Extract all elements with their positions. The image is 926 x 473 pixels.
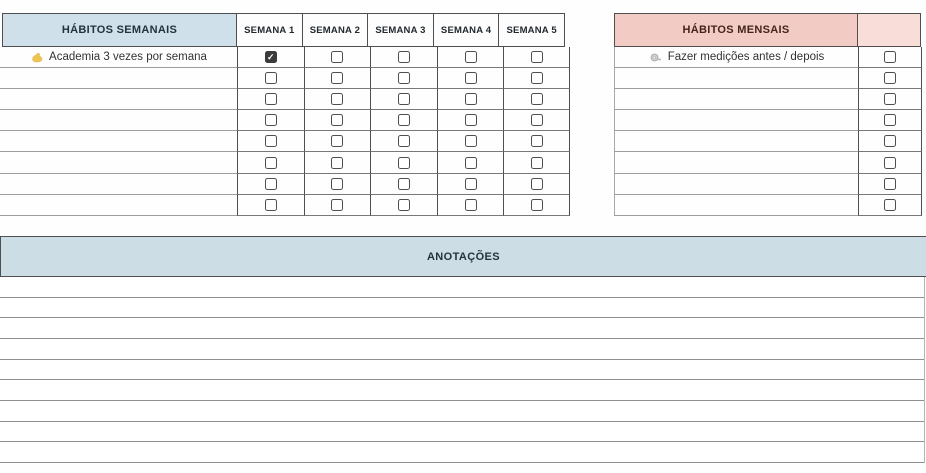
week-check-cell — [304, 152, 371, 173]
week-check-cell — [437, 89, 504, 110]
week-check-cell — [370, 195, 437, 216]
week-check-cell — [437, 68, 504, 89]
week-5-header: SEMANA 5 — [498, 13, 565, 47]
week-check-cell — [437, 110, 504, 131]
week-check-cell — [437, 131, 504, 152]
month-checkbox[interactable] — [884, 157, 896, 169]
week-check-cell — [237, 47, 304, 68]
weekly-table-header — [2, 13, 570, 47]
note-line[interactable] — [0, 442, 924, 463]
week-checkbox[interactable] — [465, 72, 477, 84]
week-check-cell — [370, 89, 437, 110]
week-checkbox[interactable] — [265, 93, 277, 105]
weekly-habit-name-cell[interactable] — [0, 47, 237, 68]
month-check-cell — [858, 152, 922, 173]
weekly-habit-name-cell[interactable] — [0, 131, 237, 152]
week-checkbox[interactable] — [398, 72, 410, 84]
week-check-cell — [237, 89, 304, 110]
week-checkbox[interactable] — [331, 72, 343, 84]
week-check-cell — [237, 152, 304, 173]
week-checkbox[interactable] — [331, 157, 343, 169]
measuring-tape-icon — [649, 51, 662, 64]
week-checkbox[interactable] — [531, 178, 543, 190]
week-checkbox[interactable] — [465, 93, 477, 105]
week-check-cell — [237, 110, 304, 131]
monthly-habit-row — [614, 110, 922, 131]
weekly-habit-row — [0, 110, 570, 131]
month-check-cell — [858, 110, 922, 131]
week-checkbox[interactable] — [265, 51, 277, 63]
month-checkbox[interactable] — [884, 135, 896, 147]
week-check-cell — [503, 131, 570, 152]
week-checkbox[interactable] — [265, 114, 277, 126]
week-check-cell — [370, 131, 437, 152]
week-checkbox[interactable] — [531, 114, 543, 126]
week-checkbox[interactable] — [465, 51, 477, 63]
monthly-table-header — [614, 13, 922, 47]
week-checkbox[interactable] — [331, 178, 343, 190]
monthly-habit-name-cell[interactable] — [614, 152, 858, 173]
week-checkbox[interactable] — [531, 157, 543, 169]
weekly-habit-name-cell[interactable] — [0, 68, 237, 89]
notes-body — [0, 277, 925, 463]
week-checkbox[interactable] — [465, 114, 477, 126]
week-checkbox[interactable] — [531, 93, 543, 105]
note-line[interactable] — [0, 401, 924, 422]
week-checkbox[interactable] — [398, 178, 410, 190]
month-check-cell — [858, 89, 922, 110]
week-checkbox[interactable] — [531, 72, 543, 84]
monthly-habit-row — [614, 195, 922, 216]
weekly-habit-name-cell[interactable] — [0, 110, 237, 131]
monthly-habit-row — [614, 68, 922, 89]
note-line[interactable] — [0, 360, 924, 381]
week-check-cell — [370, 47, 437, 68]
week-check-cell — [304, 110, 371, 131]
week-check-cell — [304, 89, 371, 110]
week-check-cell — [304, 47, 371, 68]
monthly-habit-row — [614, 131, 922, 152]
monthly-habit-row — [614, 89, 922, 110]
week-check-cell — [437, 174, 504, 195]
week-checkbox[interactable] — [331, 135, 343, 147]
month-checkbox[interactable] — [884, 114, 896, 126]
week-check-cell — [370, 152, 437, 173]
flexed-biceps-icon — [30, 51, 43, 64]
week-check-cell — [503, 68, 570, 89]
weekly-habit-row — [0, 152, 570, 173]
week-checkbox[interactable] — [265, 178, 277, 190]
weekly-habit-row — [0, 131, 570, 152]
week-check-cell — [503, 110, 570, 131]
month-check-cell — [858, 195, 922, 216]
monthly-habit-name-cell[interactable] — [614, 174, 858, 195]
note-line[interactable] — [0, 298, 924, 319]
week-checkbox[interactable] — [398, 135, 410, 147]
monthly-table-body — [614, 47, 922, 216]
monthly-habit-row — [614, 174, 922, 195]
week-check-cell — [503, 174, 570, 195]
weekly-habit-row — [0, 89, 570, 110]
month-checkbox[interactable] — [884, 93, 896, 105]
week-checkbox[interactable] — [331, 93, 343, 105]
note-line[interactable] — [0, 380, 924, 401]
week-checkbox[interactable] — [265, 157, 277, 169]
week-2-header: SEMANA 2 — [302, 13, 369, 47]
week-check-cell — [370, 110, 437, 131]
week-check-cell — [237, 131, 304, 152]
monthly-habit-name-cell[interactable] — [614, 195, 858, 216]
weekly-habit-row — [0, 47, 570, 68]
week-checkbox[interactable] — [398, 199, 410, 211]
week-check-cell — [304, 195, 371, 216]
week-checkbox[interactable] — [331, 114, 343, 126]
monthly-habit-row — [614, 47, 922, 68]
weekly-habit-row — [0, 195, 570, 216]
week-check-cell — [237, 174, 304, 195]
month-checkbox[interactable] — [884, 51, 896, 63]
week-1-header: SEMANA 1 — [236, 13, 303, 47]
monthly-habit-name-cell[interactable] — [614, 68, 858, 89]
weekly-habit-row — [0, 68, 570, 89]
week-checkbox[interactable] — [331, 199, 343, 211]
month-checkbox[interactable] — [884, 72, 896, 84]
weekly-habit-name-cell[interactable] — [0, 195, 237, 216]
week-check-cell — [237, 68, 304, 89]
monthly-habit-name-cell[interactable] — [614, 131, 858, 152]
week-check-cell — [437, 195, 504, 216]
notes-header: ANOTAÇÕES — [0, 236, 926, 277]
week-check-cell — [437, 152, 504, 173]
week-checkbox[interactable] — [398, 114, 410, 126]
monthly-habit-row — [614, 152, 922, 173]
week-checkbox[interactable] — [398, 93, 410, 105]
week-checkbox[interactable] — [465, 135, 477, 147]
monthly-table-title: HÁBITOS MENSAIS — [614, 13, 858, 47]
month-check-cell — [858, 68, 922, 89]
note-line[interactable] — [0, 422, 924, 443]
monthly-habit-name-cell[interactable] — [614, 110, 858, 131]
weekly-table-title: HÁBITOS SEMANAIS — [2, 13, 237, 47]
week-check-cell — [503, 152, 570, 173]
week-checkbox[interactable] — [398, 51, 410, 63]
month-check-cell — [858, 131, 922, 152]
week-check-cell — [503, 89, 570, 110]
month-checkbox[interactable] — [884, 199, 896, 211]
week-checkbox[interactable] — [265, 135, 277, 147]
note-line[interactable] — [0, 318, 924, 339]
week-check-cell — [304, 174, 371, 195]
month-checkbox[interactable] — [884, 178, 896, 190]
note-line[interactable] — [0, 339, 924, 360]
monthly-habit-name-cell[interactable] — [614, 47, 858, 68]
week-checkbox[interactable] — [265, 72, 277, 84]
monthly-habit-label: Fazer medições antes / depois — [667, 51, 825, 64]
week-check-cell — [370, 174, 437, 195]
week-check-cell — [304, 68, 371, 89]
week-check-cell — [503, 47, 570, 68]
weekly-habit-name-cell[interactable] — [0, 89, 237, 110]
week-checkbox[interactable] — [265, 199, 277, 211]
week-check-cell — [237, 195, 304, 216]
week-checkbox[interactable] — [331, 51, 343, 63]
week-4-header: SEMANA 4 — [433, 13, 500, 47]
month-check-cell — [858, 174, 922, 195]
week-checkbox[interactable] — [531, 51, 543, 63]
week-checkbox[interactable] — [465, 157, 477, 169]
monthly-check-column-header — [857, 13, 921, 47]
week-check-cell — [437, 47, 504, 68]
weekly-habit-row — [0, 174, 570, 195]
week-check-cell — [370, 68, 437, 89]
week-checkbox[interactable] — [531, 199, 543, 211]
weekly-habit-name-cell[interactable] — [0, 152, 237, 173]
week-checkbox[interactable] — [398, 157, 410, 169]
month-check-cell — [858, 47, 922, 68]
week-check-cell — [304, 131, 371, 152]
note-line[interactable] — [0, 277, 924, 298]
week-checkbox[interactable] — [465, 178, 477, 190]
week-checkbox[interactable] — [531, 135, 543, 147]
weekly-habit-name-cell[interactable] — [0, 174, 237, 195]
weekly-habit-label: Academia 3 vezes por semana — [49, 51, 207, 64]
week-3-header: SEMANA 3 — [367, 13, 434, 47]
week-checkbox[interactable] — [465, 199, 477, 211]
week-check-cell — [503, 195, 570, 216]
monthly-habit-name-cell[interactable] — [614, 89, 858, 110]
weekly-table-body — [0, 47, 570, 216]
